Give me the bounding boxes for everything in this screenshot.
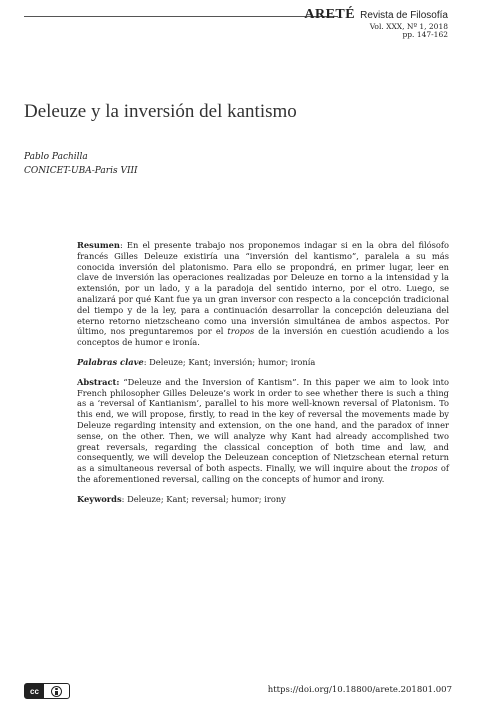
- abstract-keywords: [77, 494, 449, 505]
- doi-link[interactable]: https://doi.org/10.18800/arete.201801.007: [267, 685, 452, 695]
- journal-pages: pp. 147-162: [402, 29, 448, 39]
- resumen-text-end: de la inversión en cuestión acudiendo a los conceptos de humor e ironía.: [77, 326, 449, 348]
- abstracts: [77, 240, 449, 514]
- abstract-text: “Deleuze and the Inversion of Kantism”. In this paper we aim to look into French philosopher Gilles Deleuze’s work in order to see whether there is such a thing as a ‘reversal of Kantianism’, parallel to his more well-known reversal of Platonism. To this end, we will propose, firstly, to read in the key of reversal the movements made by Deleuze regarding intensity and extension, on the one hand, and the paradox of inner sense, on the other. Then, we will analyze why Kant had already accomplished two great reversals, regarding the classical conception of both time and law, and consequently, we will develop the Deleuzean conception of Nietzschean eternal return as a simultaneous reversal of both aspects. Finally, we will inquire about the: [77, 376, 449, 474]
- resumen-paragraph: [77, 240, 449, 348]
- resumen-keywords-label: Palabras clave: [77, 356, 144, 367]
- abstract-paragraph: [77, 377, 449, 485]
- journal-volume: Vol. XXX, Nº 1, 2018: [369, 21, 448, 31]
- journal-subtitle: Revista de Filosofía: [360, 10, 448, 21]
- resumen-keywords-text: : Deleuze; Kant; inversión; humor; ironía: [143, 356, 316, 367]
- journal-header: [304, 5, 448, 38]
- resumen-italic: tropos: [227, 326, 255, 337]
- abstract-italic: tropos: [410, 463, 438, 474]
- abstract-keywords-text: : Deleuze; Kant; reversal; humor; irony: [121, 493, 286, 504]
- cc-by-icon[interactable]: [24, 683, 70, 699]
- header-rule: [24, 16, 338, 17]
- resumen-text: : En el presente trabajo nos proponemos indagar si en la obra del filósofo francés Gilles Deleuze existiría una “inversión del kantismo”, paralela a su más conocida inversión del platonismo. Para ello se propondrá, en primer lugar, leer en clave de inversión las operaciones realizadas por Deleuze en torno a la intensidad y la extensión, por un lado, y a la paradoja del sentido interno, por el otro. Luego, se analizará por qué Kant fue ya un gran inversor con respecto a la concepción tradicional del tiempo y de la ley, para a continuación desarrollar la concepción deleuziana del eterno retorno nietzscheano como una inversión simultánea de ambos aspectos. Por último, nos preguntaremos por el: [77, 240, 449, 337]
- abstract-label: Abstract:: [77, 376, 120, 387]
- resumen-label: Resumen: [77, 240, 120, 250]
- author-name: Pablo Pachilla: [24, 152, 88, 162]
- resumen-keywords: [77, 357, 449, 368]
- abstract-keywords-label: Keywords: [77, 493, 122, 504]
- article-title: Deleuze y la inversión del kantismo: [24, 101, 297, 122]
- author-block: [24, 150, 138, 178]
- journal-name: ARETÉ: [304, 7, 356, 22]
- abstract-text-end: of the aforementioned reversal, calling on the concepts of humor and irony.: [77, 463, 449, 484]
- footer: [24, 683, 452, 701]
- cc-icon: cc: [25, 684, 44, 698]
- author-affiliation: CONICET-UBA-Paris VIII: [24, 166, 138, 176]
- person-icon: [51, 686, 62, 697]
